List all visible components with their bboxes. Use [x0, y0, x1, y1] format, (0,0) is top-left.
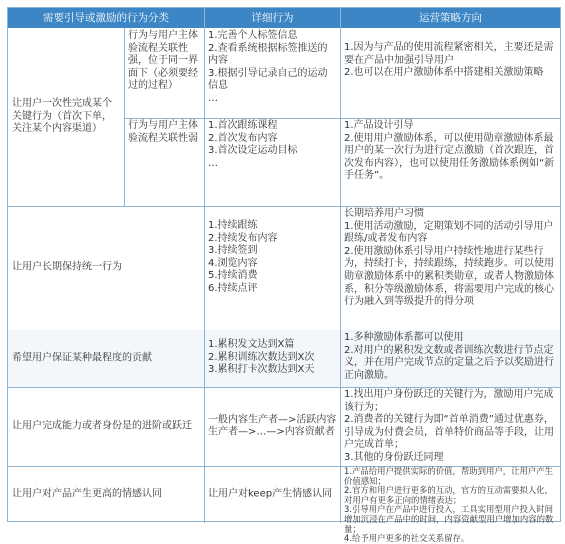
strategy-line: 2.消费者的关键行为即“首单消费”通过优惠券，引导成为付费会员，首单特价商品等手段，让用户完成首单；: [344, 414, 554, 451]
header-behavior-category: 需要引导或激励的行为分类: [8, 8, 205, 28]
strategy-line: 2.官方和用户进行更多的互动，官方的互动需要拟人化，对用户有更多正向的情绪表达；: [344, 485, 553, 505]
row-detail: [205, 387, 341, 466]
detail-line: 一般内容生产者—>活跃内容生产者—>…—>内容资献者: [208, 413, 337, 438]
detail-line: …: [208, 92, 218, 104]
row-category: [8, 28, 125, 206]
row-category: [8, 206, 125, 330]
strategy-line: 2.使用激励体系引导用户持续性地进行某些行为，持续打卡，持续跟练，持续跑步。可以使用勋章激励体系中的累积类勋章，或者人物激励体系，积分等级激励体系，将需要用户完成的核心行为融入到等级提升的得分项: [344, 245, 554, 308]
row-category: [8, 466, 205, 523]
detail-line: 1.首次跟练课程: [208, 120, 278, 131]
strategy-line: 3.其他的身份跃迁同理: [344, 451, 444, 463]
detail-line: 3.持续签到: [208, 245, 258, 257]
row-detail: [205, 118, 341, 206]
subcategory-text: 行为与用户主体验流程关联性强，位于同一界面下（必须要经过的过程）: [128, 30, 198, 92]
detail-line: 4.浏览内容: [208, 257, 258, 269]
detail-line: 6.持续点评: [208, 282, 258, 294]
table-header: [8, 8, 560, 28]
header-detailed-behavior: 详细行为: [205, 8, 341, 28]
row-detail: [205, 28, 341, 118]
strategy-line: 1.因为与产品的使用流程紧密相关，主要还是需要在产品中加强引导用户: [344, 42, 554, 66]
category-text: 让用户完成能力或者身份是的进阶或跃迁: [12, 420, 192, 432]
row-strategy: [341, 387, 560, 466]
strategy-line: 4.给予用户更多的社交关系留存。: [344, 533, 470, 544]
detail-line: 让用户对keep产生情感认同: [208, 488, 333, 500]
row-strategy: [341, 118, 560, 206]
row-detail: [205, 206, 341, 330]
detail-line: 2.查看系统根据标签推送的内容: [208, 42, 328, 67]
strategy-line: 1.使用活动激励，定期策划不同的活动引导用户跟练/或者发布内容: [344, 220, 554, 245]
detail-line: 1.完善个人标签信息: [208, 30, 298, 41]
category-border: [204, 206, 205, 330]
strategy-line: 1.产品给用户提供实际的价值，帮助到用户，让用户产生价值感知；: [344, 466, 553, 486]
strategy-line: 3.引导用户在产品中进行投入，工具实用型用户投入时间增加沉浸在产品中的时间，内容资献型用户增加内容的数量；: [344, 504, 554, 534]
row-subcategory: [125, 118, 205, 206]
row-strategy: [341, 330, 560, 387]
table-row: [8, 387, 560, 466]
table-row: [8, 330, 560, 387]
row-strategy: [341, 466, 560, 544]
table-row: [8, 28, 560, 206]
detail-line: …: [208, 157, 218, 169]
row-divider: [125, 118, 560, 119]
strategy-table: [7, 7, 561, 544]
strategy-line: 长期培养用户习惯: [344, 208, 424, 219]
detail-line: 1.持续跟练: [208, 220, 258, 231]
strategy-line: 1.找出用户身份跃迁的关键行为，激励用户完成该行为；: [344, 389, 554, 413]
row-strategy: [341, 28, 560, 118]
strategy-line: 1.多种激励体系都可以使用: [344, 332, 464, 343]
category-text: 希望用户保证某种最程度的贡献: [12, 352, 152, 364]
row-category: [8, 330, 205, 387]
subcategory-text: 行为与用户主体验流程关联性弱: [128, 120, 198, 144]
strategy-line: 2.也可以在用户激励体系中搭建相关激励策略: [344, 67, 544, 79]
detail-line: 2.累积训练次数达到X次: [208, 351, 315, 363]
detail-line: 3.根据引导记录自己的运动信息: [208, 67, 328, 92]
detail-line: 2.持续发布内容: [208, 232, 278, 244]
row-category: [8, 387, 205, 466]
row-detail: [205, 330, 341, 387]
row-subcategory: [125, 28, 205, 118]
table-row: [8, 466, 560, 544]
row-strategy: [341, 206, 560, 330]
detail-line: 3.累积打卡次数达到X天: [208, 364, 315, 376]
category-text: 让用户长期保持统一行为: [12, 261, 122, 273]
strategy-line: 2.对用户的累积发文数或者训练次数进行节点定义，并在用户完成节点的定量之后予以奖励进行正向激励。: [344, 344, 554, 381]
detail-line: 5.持续消费: [208, 270, 258, 282]
table-row: [8, 206, 560, 330]
detail-line: 2.首次发布内容: [208, 132, 278, 144]
strategy-line: 1.产品设计引导: [344, 120, 414, 131]
detail-line: 3.首次设定运动目标: [208, 145, 298, 157]
category-text: 让用户一次性完成某个关键行为（首次下单，关注某个内容渠道）: [12, 98, 112, 135]
header-operation-strategy: 运营策略方向: [419, 12, 482, 24]
row-detail: [205, 466, 341, 523]
category-text: 让用户对产品产生更高的情感认同: [12, 488, 162, 500]
detail-line: 1.累积发文达到X篇: [208, 339, 295, 350]
strategy-line: 2.使用用户激励体系，可以使用勋章激励体系最用户的某一次行为进行定点激励（首次跟连，首次发布内容），也可以使用任务激励体系例如“新手任务”。: [344, 132, 555, 182]
